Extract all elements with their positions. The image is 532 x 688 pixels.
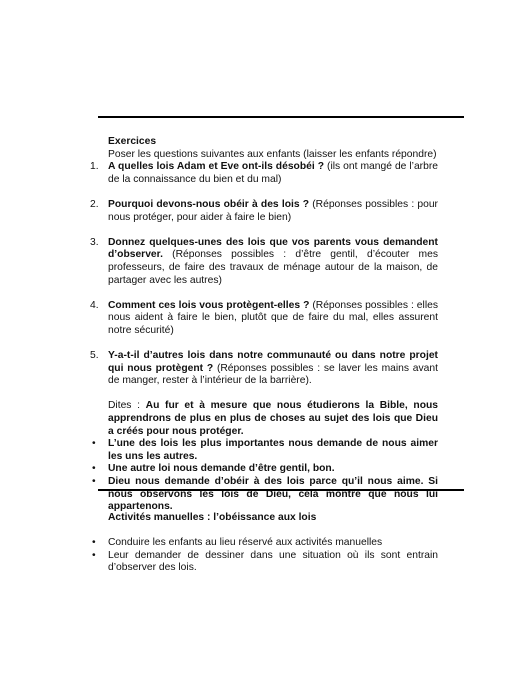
bullet-text: Une autre loi nous demande d’être gentil, bon. xyxy=(108,463,335,475)
exercices-section xyxy=(86,136,438,514)
question-text: Pourquoi devons-nous obéir à des lois ? xyxy=(108,198,310,210)
bullet-icon: • xyxy=(92,537,96,549)
bullet-text: Dieu nous demande d’obéir à des lois parce qu’il nous aime. Si nous observons les lois de Dieu, cela montre que nous lui appartenons. xyxy=(108,476,438,513)
question-text: Y-a-t-il d’autres lois dans notre communauté ou dans notre projet qui nous protègent ? xyxy=(108,350,438,374)
answer-text: (ils ont mangé de l’arbre de la connaissance du bien et du mal) xyxy=(108,161,438,185)
top-divider xyxy=(98,116,464,118)
question-item xyxy=(86,161,438,186)
bullet-icon: • xyxy=(92,549,96,561)
bullet-icon: • xyxy=(92,438,96,450)
bullet-item xyxy=(86,550,438,575)
answer-text: (Réponses possibles : d’être gentil, d’écouter mes professeurs, de faire des travaux de ménage autour de la maison, de partager avec les autres) xyxy=(108,249,438,286)
spacer xyxy=(86,287,438,300)
spacer xyxy=(86,388,438,401)
spacer xyxy=(86,186,438,199)
bullet-item xyxy=(86,463,438,476)
spacer xyxy=(86,224,438,237)
bullet-text: Conduire les enfants au lieu réservé aux activités manuelles xyxy=(108,537,383,549)
question-number: 3. xyxy=(90,236,99,248)
question-item xyxy=(86,300,438,338)
activites-section xyxy=(86,512,438,575)
answer-text: (Réponses possibles : elles nous aident à faire le bien, plutôt que de faire du mal, elles assurent notre sécurité) xyxy=(108,299,438,336)
bullet-text: L’une des lois les plus importantes nous demande de nous aimer les uns les autres. xyxy=(108,438,438,462)
exercices-bullets xyxy=(86,438,438,514)
question-item xyxy=(86,199,438,224)
spacer xyxy=(86,525,438,538)
answer-text: (Réponses possibles : se laver les mains avant de manger, rester à l’intérieur de la barrière). xyxy=(108,362,439,387)
dites-text: Au fur et à mesure que nous étudierons la Bible, nous apprendrons de plus en plus de choses au sujet des lois que Dieu a créés pour nous protéger. xyxy=(108,400,438,437)
questions-list xyxy=(86,161,438,388)
question-number: 2. xyxy=(90,198,99,210)
question-text: A quelles lois Adam et Eve ont-ils désobéi ? xyxy=(108,161,325,173)
spacer xyxy=(86,338,438,351)
activites-bullets xyxy=(86,537,438,575)
question-text: Comment ces lois vous protègent-elles ? xyxy=(108,299,310,311)
exercices-heading: Exercices xyxy=(108,136,157,147)
question-item xyxy=(86,237,438,287)
question-number: 5. xyxy=(90,350,99,362)
bottom-divider xyxy=(98,489,464,491)
answer-text: (Réponses possibles : pour nous protéger, pour aider à faire le bien) xyxy=(108,198,438,223)
question-text: Donnez quelques-unes des lois que vos parents vous demandent d’observer. xyxy=(108,236,438,261)
bullet-icon: • xyxy=(92,476,96,488)
question-item xyxy=(86,350,438,388)
question-number: 4. xyxy=(90,299,99,311)
bullet-icon: • xyxy=(92,463,96,475)
bullet-item xyxy=(86,438,438,463)
exercices-intro: Poser les questions suivantes aux enfants (laisser les enfants répondre) xyxy=(108,148,437,160)
dites-paragraph xyxy=(86,400,438,438)
bullet-item xyxy=(86,537,438,550)
bullet-text: Leur demander de dessiner dans une situation où ils sont entrain d’observer des lois. xyxy=(108,549,438,574)
question-number: 1. xyxy=(90,161,99,173)
activites-heading: Activités manuelles : l’obéissance aux lois xyxy=(108,512,317,523)
bullet-item xyxy=(86,476,438,514)
dites-label: Dites : xyxy=(108,400,146,412)
